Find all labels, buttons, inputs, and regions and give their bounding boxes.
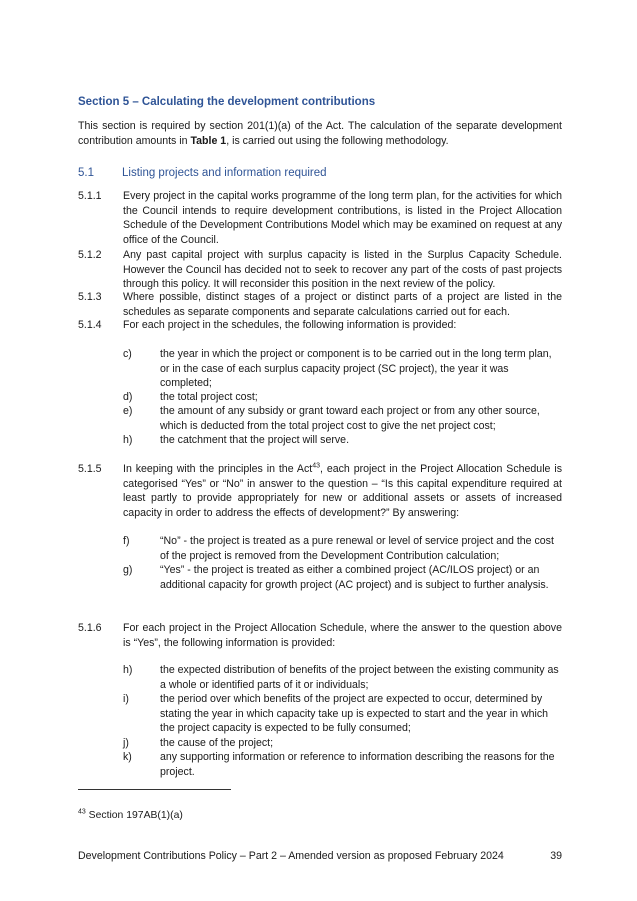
list-item-text: the cause of the project; <box>160 737 274 749</box>
footnote <box>78 810 183 821</box>
subsection-title: Listing projects and information required <box>122 167 327 179</box>
section-title: Section 5 – Calculating the development contributions <box>78 96 376 108</box>
paragraph-number: 5.1.2 <box>78 249 102 261</box>
paragraph-number: 5.1.4 <box>78 319 102 331</box>
list-item-text: the period over which benefits of the project are expected to occur, determined by stating the year in which capacity take up is expected to start and the year in which the project capacity is expected to be fully consumed; <box>160 693 549 735</box>
list-item <box>123 692 563 736</box>
list-item <box>123 390 563 405</box>
list-item <box>123 750 563 779</box>
list-item-letter: g) <box>123 564 133 576</box>
intro-text-end: , is carried out using the following methodology. <box>226 134 449 147</box>
paragraph-text: For each project in the schedules, the following information is provided: <box>123 319 457 331</box>
list-item-letter: e) <box>123 405 133 417</box>
list-item-text: any supporting information or reference to information describing the reasons for the project. <box>160 751 555 778</box>
paragraph-text-end: , each project in the Project Allocation Schedule is categorised “Yes” or “No” in answer to the question – “Is this capital expenditure required at least partly to provide appropriately for new or additional assets or assets of increased capacity in order to address the effects of development?” By answering: <box>123 463 562 519</box>
footnote-number: 43 <box>78 808 86 816</box>
paragraph-number: 5.1.3 <box>78 291 102 303</box>
paragraph-text: Where possible, distinct stages of a project or distinct parts of a project are listed in the schedules as separate components and separate calculations carried out for each. <box>123 291 562 318</box>
list-item-letter: k) <box>123 751 132 763</box>
paragraph-5-1-2 <box>78 248 562 292</box>
list-item-text: the amount of any subsidy or grant toward each project or from any other source, which is deducted from the total project cost to give the net project cost; <box>160 405 540 432</box>
list-item-letter: d) <box>123 391 133 403</box>
list-item <box>123 736 563 751</box>
paragraph-number: 5.1.5 <box>78 463 102 475</box>
footnote-reference: 43 <box>312 462 321 470</box>
list-item <box>123 347 563 391</box>
paragraph-5-1-1 <box>78 189 562 247</box>
list-item-letter: h) <box>123 434 133 446</box>
list-item <box>123 404 563 433</box>
list-item-letter: f) <box>123 535 130 547</box>
paragraph-text-start: In keeping with the principles in the Act <box>123 463 313 475</box>
list-item-text: the catchment that the project will serve. <box>160 434 350 446</box>
list-item-text: the total project cost; <box>160 391 258 403</box>
paragraph-text: For each project in the Project Allocation Schedule, where the answer to the question above is “Yes”, the following information is provided: <box>123 622 562 649</box>
list-item-text: the year in which the project or component is to be carried out in the long term plan, or in the case of each surplus capacity project (SC project), the year it was completed; <box>160 348 552 390</box>
page-number: 39 <box>550 850 562 862</box>
paragraph-text: Any past capital project with surplus capacity is listed in the Surplus Capacity Schedule. However the Council has decided not to seek to recover any part of the costs of past projects through this policy. It will reconsider this position in the next review of the policy. <box>123 249 562 291</box>
paragraph-text <box>123 462 562 520</box>
list-item-text: “Yes” - the project is treated as either a combined project (AC/ILOS project) or an additional capacity for growth project (AC project) and is subject to further analysis. <box>160 564 549 591</box>
list-item-letter: h) <box>123 664 133 676</box>
list-item <box>123 663 563 692</box>
paragraph-number: 5.1.1 <box>78 190 102 202</box>
list-item-letter: j) <box>123 737 129 749</box>
subsection-heading <box>78 167 327 179</box>
subsection-number: 5.1 <box>78 167 94 179</box>
intro-text-start: This section is required by section 201(1)(a) of the Act. The calculation of the separate development contribution amounts in <box>78 120 562 147</box>
footnote-separator <box>78 789 231 790</box>
paragraph-5-1-4 <box>78 318 562 333</box>
list-item <box>123 563 563 592</box>
list-item-text: the expected distribution of benefits of the project between the existing community as a whole or identified parts of it or individuals; <box>160 664 559 691</box>
paragraph-number: 5.1.6 <box>78 622 102 634</box>
footnote-text: Section 197AB(1)(a) <box>85 810 183 821</box>
paragraph-5-1-6 <box>78 621 562 650</box>
page-footer <box>78 850 562 862</box>
list-item <box>123 433 563 448</box>
paragraph-5-1-3 <box>78 290 562 319</box>
list-item-letter: c) <box>123 348 132 360</box>
list-item <box>123 534 563 563</box>
paragraph-5-1-5 <box>78 462 562 520</box>
section-intro <box>78 119 562 148</box>
list-item-letter: i) <box>123 693 129 705</box>
intro-table-reference: Table 1 <box>190 134 227 147</box>
footer-text: Development Contributions Policy – Part 2 – Amended version as proposed February 2024 <box>78 850 504 862</box>
paragraph-text: Every project in the capital works programme of the long term plan, for the activities for which the Council intends to require development contributions, is listed in the Project Allocation Schedule of the Development Contributions Model which may be examined on request at any office of the Council. <box>123 190 562 246</box>
list-item-text: “No” - the project is treated as a pure renewal or level of service project and the cost of the project is removed from the Development Contribution calculation; <box>160 535 554 562</box>
